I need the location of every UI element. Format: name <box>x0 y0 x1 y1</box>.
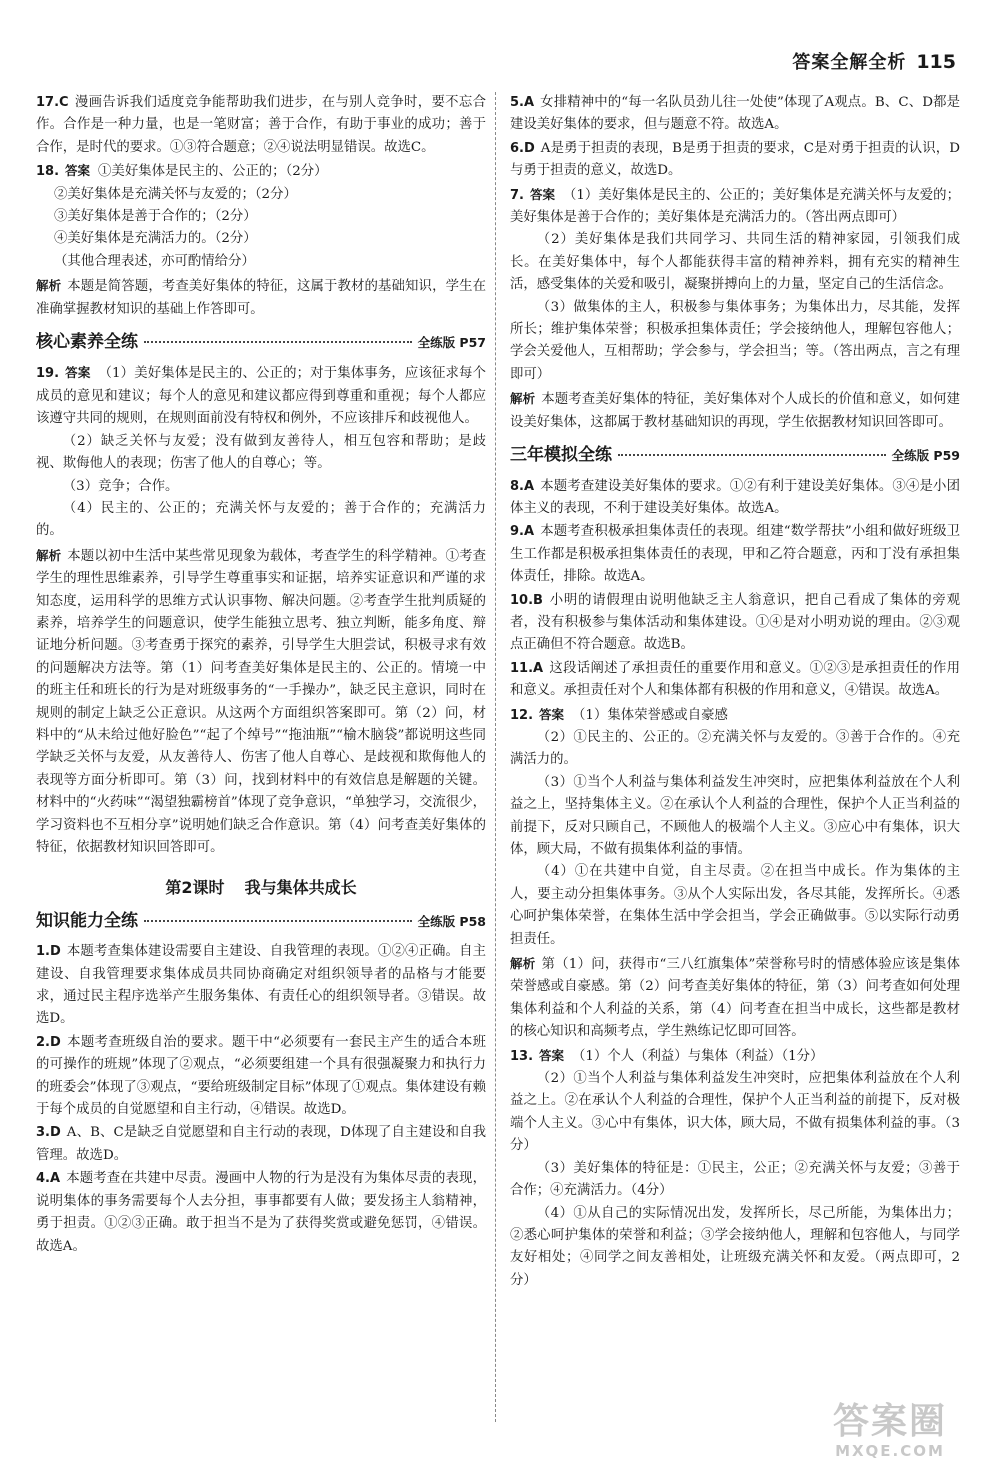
section-page-ref: 全练版 P58 <box>417 913 486 929</box>
section-heading-core <box>36 331 486 354</box>
answer-label: 答案 <box>529 186 555 202</box>
page-header <box>792 48 956 78</box>
answer-paragraph: （1）美好集体是民主的、公正的；美好集体是充满关怀与友爱的；美好集体是善于合作的；美好集体是充满活力的。（答出两点即可） <box>510 187 960 226</box>
analysis-text: 本题是简答题，考查美好集体的特征，这属于教材的基础知识，学生在准确掌握教材知识的基础上作答即可。 <box>36 279 486 317</box>
section-page-ref: 全练版 P57 <box>417 335 486 351</box>
lesson-title <box>36 877 486 899</box>
dotted-leader <box>144 920 412 922</box>
answer-item-9 <box>510 521 960 588</box>
answer-item-3 <box>36 1122 486 1167</box>
answer-item-1 <box>36 941 486 1031</box>
item-number: 18. <box>36 164 60 180</box>
analysis-label: 解析 <box>36 278 62 294</box>
answer-label: 答案 <box>539 706 565 722</box>
answer-paragraph: （3）①当个人利益与集体利益发生冲突时，应把集体利益放在个人利益之上，坚持集体主义。②在承认个人利益的合理性，保护个人正当利益的前提下，反对只顾自己，不顾他人的极端个人主义。③应心中有集体，识大体，顾大局，不做有损集体利益的事情。 <box>510 774 960 857</box>
lesson-number: 第2课时 <box>165 878 225 898</box>
answer-paragraph: （3）美好集体的特征是：①民主，公正；②充满关怀与友爱；③善于合作；④充满活力。（4分） <box>510 1160 960 1199</box>
item-text: 女排精神中的“每一名队员劲儿往一处使”体现了A观点。B、C、D都是建设美好集体的要求，但与题意不符。故选A。 <box>510 95 960 133</box>
column-divider <box>495 92 496 1422</box>
item-text: A是勇于担责的表现，B是勇于担责的要求，C是对勇于担责的认识，D与勇于担责的意义，故选D。 <box>510 140 960 179</box>
right-column <box>510 92 960 1293</box>
answer-paragraph: （3）做集体的主人，积极参与集体事务；为集体出力，尽其能，发挥所长；维护集体荣誉；积极承担集体责任；学会接纳他人，理解包容他人；学会关爱他人，互相帮助；学会参与，学会担当；等。（答出两点，言之有理即可） <box>510 299 960 382</box>
item-text: 本题考查班级自治的要求。题干中“必须要有一套民主产生的适合本班的可操作的班规”体现了②观点，“必须要组建一个具有很强凝聚力和执行力的班委会”体现了③观点，“要给班级制定目标”体现了①观点。集体建设有赖于每个成员的自觉愿望和自主行动，④错误。故选D。 <box>36 1034 486 1118</box>
section-title: 知识能力全练 <box>36 910 138 931</box>
item-text: 漫画告诉我们适度竞争能帮助我们进步，在与别人竞争时，要不忘合作。合作是一种力量，也是一笔财富；善于合作，有助于事业的成功；善于合作，是时代的要求。①③符合题意；②④说法明显错误。故选C。 <box>36 95 486 155</box>
dotted-leader <box>144 341 412 343</box>
answer-line: ④美好集体是充满活力的。（2分） <box>54 231 257 247</box>
answer-item-8 <box>510 476 960 521</box>
item-text: 本题考查积极承担集体责任的表现。组建“数学帮扶”小组和做好班级卫生工作都是积极承担集体责任的表现，甲和乙符合题意，丙和丁没有承担集体责任，排除。故选A。 <box>510 524 960 585</box>
header-title: 答案全解全析 <box>792 52 907 73</box>
item-number: 7. <box>510 187 524 203</box>
answer-item-7 <box>510 184 960 434</box>
answer-item-11 <box>510 658 960 703</box>
answer-item-18 <box>36 160 486 321</box>
answer-line: （其他合理表述，亦可酌情给分） <box>54 253 255 269</box>
answer-item-4 <box>36 1168 486 1258</box>
answer-paragraph: （4）民主的、公正的；充满关怀与友爱的；善于合作的；充满活力的。 <box>36 500 486 539</box>
answer-label: 答案 <box>65 365 91 381</box>
answer-paragraph: （2）①民主的、公正的。②充满关怀与友爱的。③善于合作的。④充满活力的。 <box>510 729 960 768</box>
answer-paragraph: （1）集体荣誉感或自豪感 <box>572 707 728 723</box>
item-number: 19. <box>36 366 60 382</box>
item-text: 本题考查建设美好集体的要求。①②有利于建设美好集体。③④是小团体主义的表现，不利于建设美好集体。故选A。 <box>510 478 960 516</box>
answer-item-10 <box>510 590 960 657</box>
analysis-text: 本题以初中生活中某些常见现象为载体，考查学生的科学精神。①考查学生的理性思维素养，引导学生尊重事实和证据，培养实证意识和严谨的求知态度，运用科学的思维方式认识事物、解决问题。②考查学生批判质疑的素养，培养学生的问题意识，使学生能独立思考、独立判断，能多角度、辩证地分析问题。③考查勇于探究的素养，引导学生大胆尝试，积极寻求有效的问题解决方法等。第（1）问考查美好集体是民主的、公正的。情境一中的班主任和班长的行为是对班级事务的“一手操办”，缺乏民主意识，同时在规则的制定上缺乏公正意识。从这两个方面组织答案即可。第（2）问，材料中的“从未给过他好脸色”“起了个绰号”“拖油瓶”“榆木脑袋”都说明这些同学缺乏关怀与友爱，从友善待人、伤害了他人自尊心、是歧视和欺侮他人的表现等方面分析即可。第（3）问，找到材料中的有效信息是解题的关键。材料中的“火药味”“渴望独霸榜首”体现了竞争意识，“单独学习，交流很少，学习资料也不互相分享”说明她们缺乏合作意识。第（4）问考查美好集体的特征，依据教材知识回答即可。 <box>36 548 486 855</box>
answer-paragraph: （1）个人（利益）与集体（利益）（1分） <box>572 1048 824 1064</box>
answer-paragraph: （4）①从自己的实际情况出发，发挥所长，尽己所能，为集体出力；②悉心呵护集体的荣誉和利益；③学会接纳他人，理解和包容他人，与同学友好相处；④同学之间友善相处，让班级充满关怀和友爱。（两点即可，2分） <box>510 1205 960 1288</box>
item-number: 4.A <box>36 1171 61 1187</box>
lesson-name: 我与集体共成长 <box>244 878 357 898</box>
analysis-label: 解析 <box>510 956 536 972</box>
answer-item-12 <box>510 704 960 1044</box>
item-number: 13. <box>510 1048 534 1064</box>
item-text: 这段话阐述了承担责任的重要作用和意义。①②③是承担责任的作用和意义。承担责任对个人和集体都有积极的作用和意义，④错误。故选A。 <box>510 660 960 699</box>
item-number: 9.A <box>510 524 535 540</box>
dotted-leader <box>618 454 886 456</box>
answer-label: 答案 <box>65 163 91 179</box>
item-text: A、B、C是缺乏自觉愿望和自主行动的表现，D体现了自主建设和自我管理。故选D。 <box>36 1125 486 1163</box>
answer-line: ②美好集体是充满关怀与友爱的；（2分） <box>54 186 297 202</box>
answer-item-6 <box>510 138 960 183</box>
item-number: 1.D <box>36 944 61 960</box>
item-number: 8.A <box>510 478 535 494</box>
section-title: 三年模拟全练 <box>510 445 612 466</box>
answer-item-2 <box>36 1032 486 1122</box>
analysis-label: 解析 <box>510 391 536 407</box>
item-text: 本题考查集体建设需要自主建设、自我管理的表现。①②④正确。自主建设、自我管理要求集体成员共同协商确定对组织领导者的品格与才能要求，通过民主程序选举产生服务集体、有责任心的组织领导者。③错误。故选D。 <box>36 944 486 1027</box>
analysis-text: 本题考查美好集体的特征，美好集体对个人成长的价值和意义，如何建设美好集体，这都属于教材基础知识的再现，学生依据教材知识回答即可。 <box>510 392 960 430</box>
item-text: 本题考查在共建中尽责。漫画中人物的行为是没有为集体尽责的表现，说明集体的事务需要每个人去分担，事事都要有人做；要发扬主人翁精神，勇于担责。①②③正确。敢于担当不是为了获得奖赏或避免惩罚，④错误。故选A。 <box>36 1171 486 1254</box>
answer-item-13 <box>510 1045 960 1292</box>
page-number: 115 <box>916 51 956 73</box>
watermark-url: MXQE.COM <box>835 1442 945 1460</box>
item-number: 6.D <box>510 140 535 156</box>
analysis-text: 第（1）问，获得市“三八红旗集体”荣誉称号时的情感体验应该是集体荣誉感或自豪感。第（2）问考查美好集体的特征，第（3）问考查如何处理集体利益和个人利益的关系，第（4）问考查在担当中成长，这些都是教材的核心知识和高频考点，学生熟练记忆即可回答。 <box>510 957 960 1040</box>
answer-paragraph: （4）①在共建中自觉，自主尽责。②在担当中成长。作为集体的主人，要主动分担集体事务。③从个人实际出发，各尽其能，发挥所长。④悉心呵护集体荣誉，在集体生活中学会担当，学会正确做事。⑤以实际行动勇担责任。 <box>510 864 960 947</box>
answer-paragraph: （1）美好集体是民主的、公正的；对于集体事务，应该征求每个成员的意见和建议；每个人的意见和建议都应得到尊重和重视；每个人都应该遵守共同的规则，在规则面前没有特权和例外，不应该排斥和歧视他人。 <box>36 366 486 427</box>
item-text: 小明的请假理由说明他缺乏主人翁意识，把自己看成了集体的旁观者，没有积极参与集体活动和集体建设。①④是对小明劝说的理由。②③观点正确但不符合题意。故选B。 <box>510 592 960 653</box>
answer-line: ①美好集体是民主的、公正的；（2分） <box>98 164 328 180</box>
item-number: 2.D <box>36 1034 61 1050</box>
analysis-label: 解析 <box>36 547 62 563</box>
left-column <box>36 92 486 1259</box>
answer-label: 答案 <box>539 1047 565 1063</box>
watermark-logo <box>810 1402 970 1462</box>
answer-line: ③美好集体是善于合作的；（2分） <box>54 209 257 225</box>
section-page-ref: 全练版 P59 <box>891 448 960 464</box>
section-heading-mock <box>510 444 960 467</box>
item-number: 11.A <box>510 660 544 676</box>
item-number: 17.C <box>36 95 69 110</box>
answer-item-17 <box>36 92 486 159</box>
item-number: 12. <box>510 707 534 723</box>
answer-item-5 <box>510 92 960 137</box>
answer-paragraph: （2）缺乏关怀与友爱；没有做到友善待人，相互包容和帮助；是歧视、欺侮他人的表现；伤害了他人的自尊心；等。 <box>36 433 486 472</box>
section-heading-knowledge <box>36 910 486 933</box>
item-number: 5.A <box>510 95 535 110</box>
item-number: 10.B <box>510 592 543 608</box>
section-title: 核心素养全练 <box>36 332 138 353</box>
watermark-text: 答案圈 <box>832 1401 947 1442</box>
answer-paragraph: （3）竞争；合作。 <box>62 478 179 494</box>
answer-paragraph: （2）美好集体是我们共同学习、共同生活的精神家园，引领我们成长。在美好集体中，每个人都能获得丰富的精神养料，拥有充实的精神生活，感受集体的关爱和吸引，凝聚拼搏向上的力量，坚定自己的生活信念。 <box>510 232 960 293</box>
answer-item-19 <box>36 362 486 859</box>
item-number: 3.D <box>36 1125 61 1141</box>
answer-paragraph: （2）①当个人利益与集体利益发生冲突时，应把集体利益放在个人利益之上。②在承认个人利益的合理性，保护个人正当利益的前提下，反对极端个人主义。③心中有集体，识大体，顾大局，不做有损集体利益的事。（3分） <box>510 1071 960 1154</box>
